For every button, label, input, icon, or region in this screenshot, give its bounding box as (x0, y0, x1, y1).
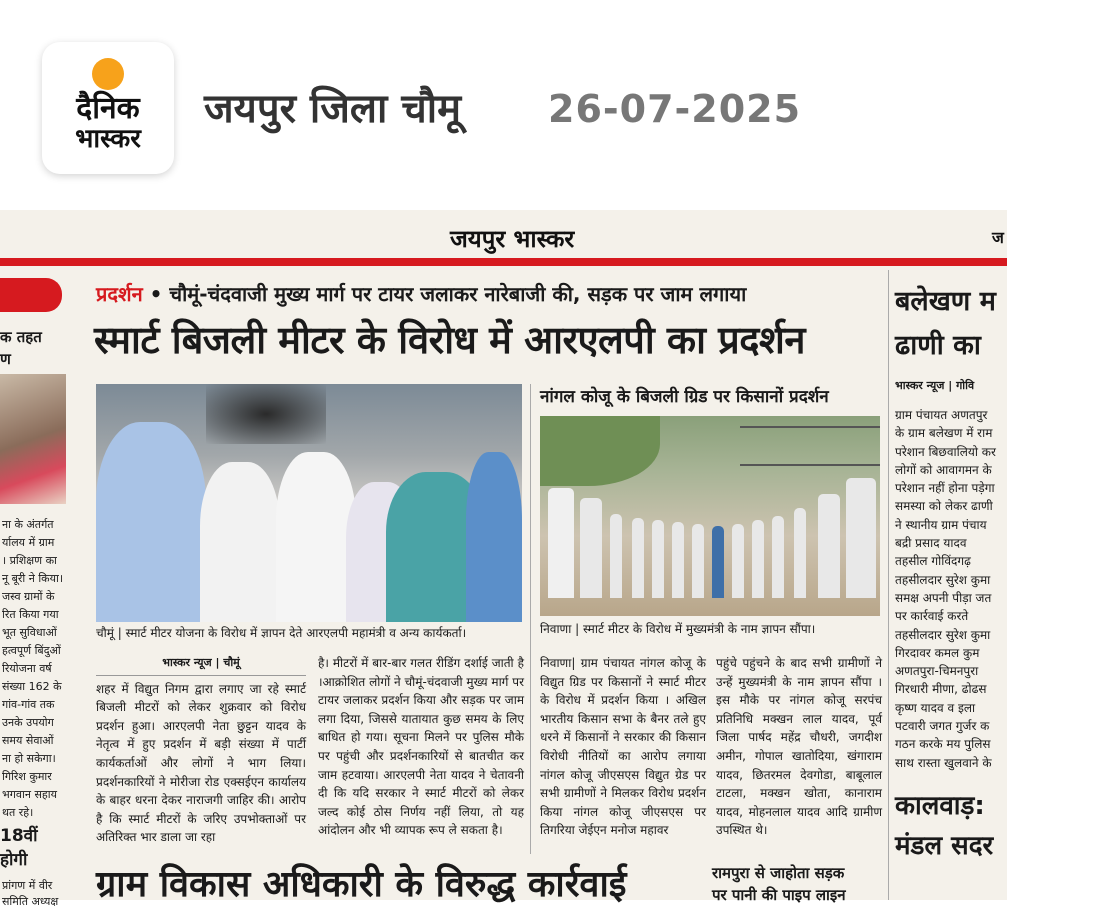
main-headline: स्मार्ट बिजली मीटर के विरोध में आरएलपी का प्रदर्शन (94, 318, 805, 362)
person-shape (772, 516, 784, 598)
logo-text-line1: दैनिक (76, 91, 140, 126)
app-header (0, 0, 1007, 200)
person-shape (752, 520, 764, 598)
person-shape (276, 452, 356, 622)
byline: भास्कर न्यूज | चौमूं (96, 654, 306, 676)
person-shape (652, 520, 664, 598)
right-body-text: ग्राम पंचायत अणतपुर के ग्राम बलेखण में राम परेशान बिछवालियो कर लोगों को आवागमन के परेशान नहीं होना पड़ेगा समस्या को लेकर ढाणी ने स्थानीय ग्राम पंचाय बद्री प्रसाद यादव तहसील गोविंदगढ़ तहसीलदार सुरेश कुमा समक्ष अपनी पीड़ा जत पर कार्रवाई करते तहसीलदार सुरेश कुमा गिरदावर कमल कुम अणतपुरा-चिमनपुरा गिरधारी मीणा, ढोढस कृष्ण यादव व इला पटवारी जगत गुर्जर क गठन करके मय पुलिस साथ रास्ता खुलवाने के (895, 408, 996, 770)
protest-photo (96, 384, 522, 622)
person-shape (96, 422, 206, 622)
person-shape (818, 494, 840, 598)
story-text-1: शहर में विद्युत निगम द्वारा लगाए जा रहे स्मार्ट बिजली मीटरों को लेकर शुक्रवार को विरोध प्रदर्शन हुआ। आरएलपी नेता छुट्टन यादव के नेतृत्व में हुए प्रदर्शन में बड़ी संख्या में पार्टी कार्यकर्ताओं और लोगों ने भाग लिया। प्रदर्शनकारियों ने मोरीजा रोड एक्सईएन कार्यालय के बाहर धरना देकर नाराजगी जाहिर की। आरोप है कि स्मार्ट मीटरों के जरिए उपभोक्ताओं पर अतिरिक्त भार डाला जा रहा (96, 681, 306, 845)
tree-shape (540, 416, 660, 486)
right-headline-2: कालवाड़: मंडल सदर (895, 791, 994, 861)
story2-text-1: निवाणा| ग्राम पंचायत नांगल कोजू के विद्युत ग्रिड पर किसानों ने स्मार्ट मीटर के विरोध में प्रदर्शन किया । अखिल भारतीय किसान सभा के बैनर तले हुए धरने में किसानों ने सरकार की किसान विरोधी नीतियों का आरोप लगाया नांगल कोजू जीएसएस विद्युत ग्रेड पर सभी ग्रामीणों ने मिलकर विरोध प्रदर्शन किया नांगल कोजू जीएसएस पर तिगरिया जेईएन मनोज महावर (540, 656, 706, 838)
right-cut-column (895, 266, 1007, 900)
page-masthead: जयपुर भास्कर (450, 224, 575, 253)
photo-caption: चौमूं | स्मार्ट मीटर योजना के विरोध में ज्ञापन देते आरएलपी महामंत्री व अन्य कार्यकर्ता। (96, 626, 467, 640)
column-divider (888, 270, 889, 900)
story2-column-2 (716, 654, 882, 840)
person-shape (846, 478, 876, 598)
bottom-headline: ग्राम विकास अधिकारी के विरुद्ध कार्रवाई (96, 864, 627, 905)
story2-headline: नांगल कोजू के बिजली ग्रिड पर किसानों प्रदर्शन (540, 387, 829, 407)
masthead-rule (0, 258, 1007, 266)
story-column-2 (318, 654, 524, 840)
photo2-caption: निवाणा | स्मार्ट मीटर के विरोध में मुख्यमंत्री के नाम ज्ञापन सौंपा। (540, 622, 816, 636)
person-shape (548, 488, 574, 598)
column-divider (530, 384, 531, 854)
logo-text-line2: भास्कर (75, 124, 141, 154)
story2-column-1 (540, 654, 706, 840)
person-shape (672, 522, 684, 598)
story-kicker (96, 280, 746, 308)
farmers-protest-photo (540, 416, 880, 616)
person-shape (200, 462, 280, 622)
newspaper-page[interactable] (0, 210, 1007, 908)
person-shape (580, 498, 602, 598)
story-text-2: है। मीटरों में बार-बार गलत रीडिंग दर्शाई जाती है ।आक्रोशित लोगों ने चौमूं-चंदवाजी मुख्य मार्ग पर टायर जलाकर प्रदर्शन किया और सड़क पर जाम लगा दिया, जिससे यातायात कुछ समय के लिए बाधित हो गया। सूचना मिलने पर पुलिस मौके पर पहुंची और प्रदर्शनकारियों से बातचीत कर जाम हटवाया। आरएलपी नेता यादव ने चेतावनी दी कि यदि सरकार ने स्मार्ट मीटरों को लेकर जल्द कोई ठोस निर्णय नहीं लिया, तो यह आंदोलन और भी व्यापक रूप ले सकता है। (318, 656, 524, 838)
section-tab (0, 278, 62, 312)
person-shape (692, 524, 704, 598)
masthead-cut-text: ज (992, 228, 1004, 247)
kicker-label: प्रदर्शन (96, 282, 143, 306)
grid-structure-shape (740, 426, 880, 466)
left-headline: क तहत ण (0, 328, 42, 368)
person-shape (712, 526, 724, 598)
person-shape (732, 524, 744, 598)
bottom-subheadline: रामपुरा से जाहोता सड़क पर पानी की पाइप लाइन (712, 864, 846, 904)
edition-date: 26-07-2025 (548, 87, 802, 131)
left-cut-column (0, 266, 68, 908)
edition-title: जयपुर जिला चौमू (204, 86, 462, 132)
person-shape (466, 452, 522, 622)
sun-icon (92, 58, 124, 90)
smoke-shape (206, 384, 326, 444)
left-headline-2: 18वीं होगी (0, 826, 38, 870)
kicker-text: • चौमूं-चंदवाजी मुख्य मार्ग पर टायर जलाकर नारेबाजी की, सड़क पर जाम लगाया (149, 282, 747, 306)
person-shape (632, 518, 644, 598)
left-photo (0, 374, 66, 504)
right-byline: भास्कर न्यूज | गोवि (895, 379, 975, 392)
story2-text-2: पहुंचे पहुंचने के बाद सभी ग्रामीणों ने उन्हें मुख्यमंत्री के नाम ज्ञापन सौंपा । इस मौके पर नांगल कोजू सरपंच प्रतिनिधि मक्खन लाल यादव, पूर्व जिला पार्षद महेंद्र चौधरी, जगदीश अमीन, गोपाल खातोदिया, खंगाराम यादव, छितरमल देवगोडा, बाबूलाल टाटला, मक्खन खोता, कानाराम यादव, मोहनलाल यादव आदि ग्रामीण उपस्थित थे। (716, 656, 882, 838)
story-column-1 (96, 654, 306, 847)
right-headline: बलेखण म ढाणी का (895, 286, 996, 361)
dainik-bhaskar-logo[interactable] (42, 42, 174, 174)
left-body-text-2: प्रांगण में वीर समिति अध्यक्ष (2, 879, 59, 908)
left-body-text: ना के अंतर्गत र्यालय में ग्राम । प्रशिक्षण का नू बूरी ने किया। जस्व ग्रामों के रित किया गया भूत सुविधाओं हत्वपूर्ण बिंदुओं रियोजना वर्ष संख्या 162 के गांव-गांव तक उनके उपयोग समय सेवाओं ना हो सकेगा। गिरिश कुमार भगवान सहाय थत रहे। (2, 518, 64, 819)
person-shape (794, 508, 806, 598)
person-shape (610, 514, 622, 598)
